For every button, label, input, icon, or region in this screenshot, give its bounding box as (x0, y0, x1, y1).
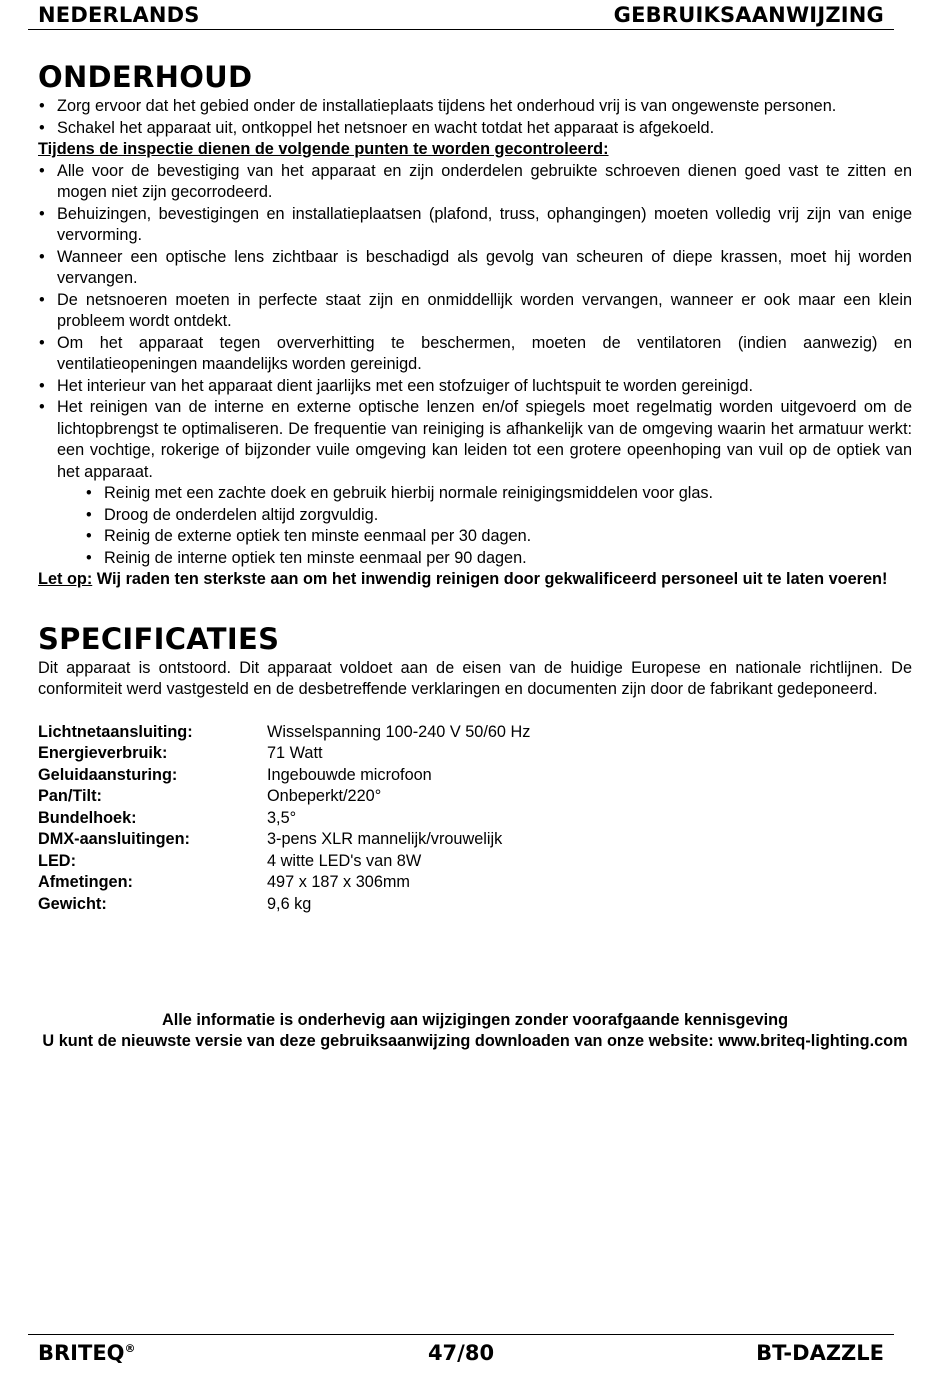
spec-value: Onbeperkt/220° (267, 787, 382, 805)
spec-label: Energieverbruik: (38, 744, 168, 762)
warning-label: Let op: (38, 570, 93, 588)
cleaning-list (38, 483, 912, 569)
spec-row (38, 765, 912, 787)
list-item: • Het reinigen van de interne en externe optische lenzen en/of spiegels moet regelmatig worden uitgevoerd om de lichtopbrengst te optimaliseren. De frequentie van reiniging is afhankelijk van de omgeving waarin het armatuur werkt: een vochtige, rokerige of bijzonder vuile omgeving kan leiden tot een grotere opeenhoping van vuil op de optiek van het apparaat. (38, 397, 912, 483)
spec-value: 71 Watt (267, 744, 323, 762)
list-item: • Schakel het apparaat uit, ontkoppel het netsnoer en wacht totdat het apparaat is afgekoeld. (38, 118, 912, 140)
list-item: • Droog de onderdelen altijd zorgvuldig. (38, 505, 912, 527)
header-language: NEDERLANDS (38, 3, 200, 27)
specifications-intro: Dit apparaat is ontstoord. Dit apparaat voldoet aan de eisen van de huidige Europese en nationale richtlijnen. De conformiteit werd vastgesteld en de desbetreffende verklaringen en documenten zijn door de fabrikant gedeponeerd. (38, 658, 912, 698)
warning-text: Wij raden ten sterkste aan om het inwendig reinigen door gekwalificeerd personeel uit te laten voeren! (92, 570, 888, 588)
spec-value: Ingebouwde microfoon (267, 765, 432, 784)
list-item: • Reinig met een zachte doek en gebruik hierbij normale reinigingsmiddelen voor glas. (38, 483, 912, 505)
list-item: • Zorg ervoor dat het gebied onder de installatieplaats tijdens het onderhoud vrij is van ongewenste personen. (38, 96, 912, 118)
list-item: • Alle voor de bevestiging van het apparaat en zijn onderdelen gebruikte schroeven dienen goed vast te zitten en mogen niet zijn gecorrodeerd. (38, 161, 912, 204)
registered-mark: ® (124, 1342, 136, 1355)
spec-value: 3-pens XLR mannelijk/vrouwelijk (267, 830, 503, 848)
spec-row (38, 808, 912, 830)
inspection-heading: Tijdens de inspectie dienen de volgende punten te worden gecontroleerd: (38, 140, 609, 158)
list-item: • Het interieur van het apparaat dient jaarlijks met een stofzuiger of luchtspuit te worden gereinigd. (38, 376, 912, 398)
page-footer (28, 1334, 894, 1367)
spec-label: LED: (38, 851, 76, 870)
header-doc-type: GEBRUIKSAANWIJZING (613, 3, 884, 27)
spec-label: DMX-aansluitingen: (38, 830, 190, 848)
spec-row (38, 786, 912, 808)
spec-label: Lichtnetaansluiting: (38, 722, 193, 741)
spec-value: 3,5° (267, 808, 297, 827)
spec-table (38, 722, 912, 916)
brand-name: BRITEQ (38, 1341, 125, 1365)
list-item: • Reinig de externe optiek ten minste eenmaal per 30 dagen. (38, 526, 912, 548)
spec-label: Bundelhoek: (38, 808, 137, 827)
spec-row (38, 894, 912, 916)
spec-row (38, 851, 912, 873)
spec-row (38, 722, 912, 744)
change-notice (38, 1010, 912, 1052)
spec-row (38, 872, 912, 894)
spec-value: 497 x 187 x 306mm (267, 873, 410, 891)
list-item: • Behuizingen, bevestigingen en installatieplaatsen (plafond, truss, ophangingen) moeten volledig vrij zijn van enige vervorming. (38, 204, 912, 247)
specifications-title: SPECIFICATIES (38, 621, 280, 656)
spec-value: Wisselspanning 100-240 V 50/60 Hz (267, 722, 531, 741)
list-item: • Wanneer een optische lens zichtbaar is beschadigd als gevolg van scheuren of diepe krassen, moet hij worden vervangen. (38, 247, 912, 290)
maintenance-intro-list (38, 96, 912, 139)
spec-label: Geluidaansturing: (38, 765, 178, 784)
list-item: • Reinig de interne optiek ten minste eenmaal per 90 dagen. (38, 548, 912, 570)
spec-row (38, 829, 912, 851)
maintenance-title: ONDERHOUD (38, 60, 253, 94)
spec-row (38, 743, 912, 765)
spec-value: 9,6 kg (267, 894, 312, 913)
notice-line-1: Alle informatie is onderhevig aan wijzigingen zonder voorafgaande kennisgeving (161, 1011, 789, 1029)
page-header (28, 3, 894, 30)
list-item: • Om het apparaat tegen oververhitting te beschermen, moeten de ventilatoren (indien aanwezig) en ventilatieopeningen maandelijks worden gereinigd. (38, 333, 912, 376)
inspection-list (38, 161, 912, 484)
list-item: • De netsnoeren moeten in perfecte staat zijn en onmiddellijk worden vervangen, wanneer er ook maar een klein probleem wordt ontdekt. (38, 290, 912, 333)
warning-note (38, 569, 912, 591)
notice-line-2: U kunt de nieuwste versie van deze gebruiksaanwijzing downloaden van onze website: www.briteq-lighting.com (42, 1032, 908, 1050)
spec-label: Pan/Tilt: (38, 787, 102, 805)
page-number: 47/80 (427, 1341, 495, 1365)
spec-label: Gewicht: (38, 894, 107, 913)
footer-model: BT-DAZZLE (756, 1341, 884, 1365)
spec-label: Afmetingen: (38, 873, 133, 891)
page-content (38, 58, 912, 915)
spec-value: 4 witte LED's van 8W (267, 851, 422, 870)
